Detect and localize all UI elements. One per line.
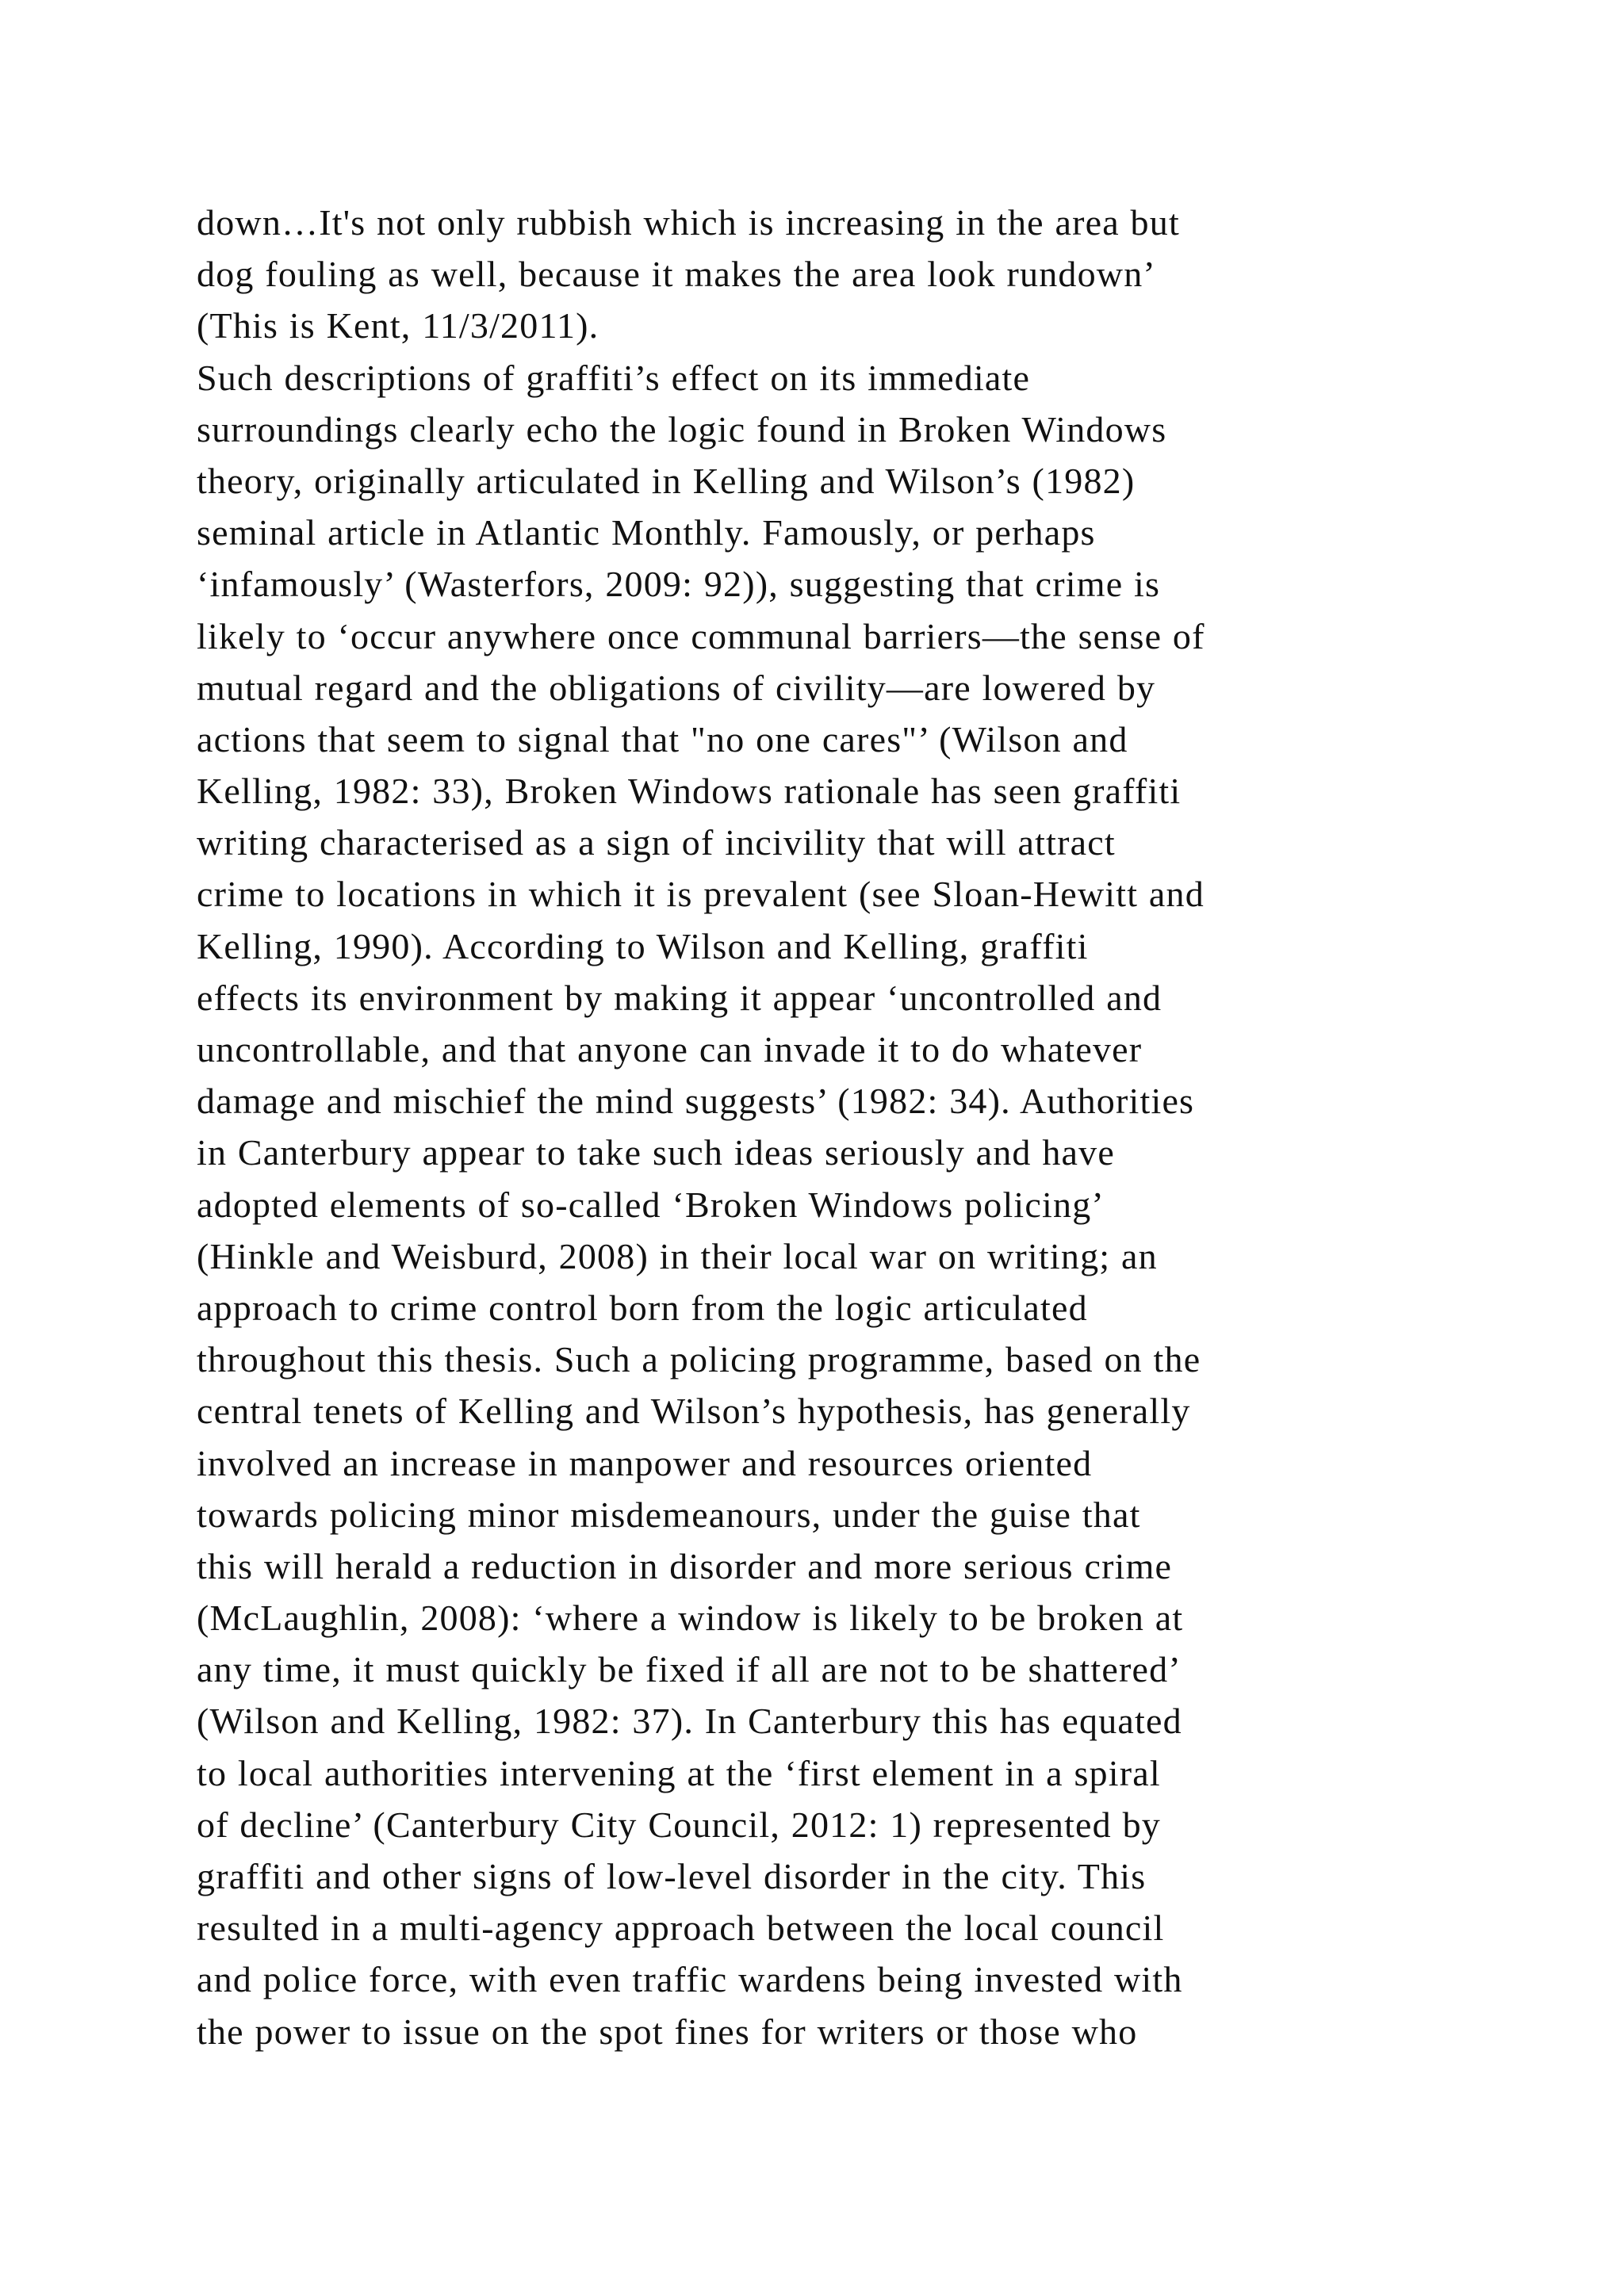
text-line: down…It's not only rubbish which is increasing in the area but [197,202,1180,243]
text-line: (Hinkle and Weisburd, 2008) in their local war on writing; an [197,1235,1158,1276]
text-line: damage and mischief the mind suggests’ (1982: 34). Authorities [197,1081,1195,1122]
text-line: and police force, with even traffic wardens being invested with [197,1959,1183,2000]
text-line: graffiti and other signs of low-level disorder in the city. This [197,1856,1147,1896]
text-line: uncontrollable, and that anyone can invade it to do whatever [197,1029,1143,1070]
text-line: Kelling, 1990). According to Wilson and Kelling, graffiti [197,925,1089,966]
body-text [197,197,1545,2057]
text-line: (This is Kent, 11/3/2011). [197,305,599,346]
text-line: likely to ‘occur anywhere once communal barriers—the sense of [197,615,1205,656]
text-line: crime to locations in which it is prevalent (see Sloan-Hewitt and [197,874,1205,915]
text-line: this will herald a reduction in disorder and more serious crime [197,1545,1173,1586]
text-line: Such descriptions of graffiti’s effect on its immediate [197,357,1031,398]
text-line: Kelling, 1982: 33), Broken Windows rationale has seen graffiti [197,771,1182,812]
text-line: throughout this thesis. Such a policing programme, based on the [197,1339,1201,1380]
text-line: theory, originally articulated in Kelling and Wilson’s (1982) [197,460,1136,501]
text-line: effects its environment by making it appear ‘uncontrolled and [197,977,1162,1018]
text-line: adopted elements of so-called ‘Broken Windows policing’ [197,1184,1105,1225]
text-line: (Wilson and Kelling, 1982: 37). In Canterbury this has equated [197,1701,1182,1742]
text-line: seminal article in Atlantic Monthly. Famously, or perhaps [197,512,1096,553]
text-line: any time, it must quickly be fixed if all are not to be shattered’ [197,1649,1182,1690]
text-line: involved an increase in manpower and resources oriented [197,1442,1093,1483]
text-line: writing characterised as a sign of incivility that will attract [197,822,1116,863]
text-line: resulted in a multi-agency approach between the local council [197,1908,1165,1949]
text-line: dog fouling as well, because it makes the area look rundown’ [197,254,1156,295]
text-line: (McLaughlin, 2008): ‘where a window is likely to be broken at [197,1598,1184,1639]
text-line: surroundings clearly echo the logic found in Broken Windows [197,408,1167,450]
text-line: central tenets of Kelling and Wilson’s hypothesis, has generally [197,1391,1191,1432]
text-line: approach to crime control born from the logic articulated [197,1287,1088,1328]
text-line: to local authorities intervening at the ‘first element in a spiral [197,1752,1161,1793]
text-line: in Canterbury appear to take such ideas seriously and have [197,1132,1115,1173]
text-line: of decline’ (Canterbury City Council, 2012: 1) represented by [197,1804,1161,1845]
text-line: mutual regard and the obligations of civility—are lowered by [197,667,1156,708]
text-line: towards policing minor misdemeanours, under the guise that [197,1494,1141,1535]
text-line: actions that seem to signal that "no one cares"’ (Wilson and [197,718,1128,760]
text-line: the power to issue on the spot fines for writers or those who [197,2011,1138,2052]
text-line: ‘infamously’ (Wasterfors, 2009: 92)), suggesting that crime is [197,564,1161,605]
